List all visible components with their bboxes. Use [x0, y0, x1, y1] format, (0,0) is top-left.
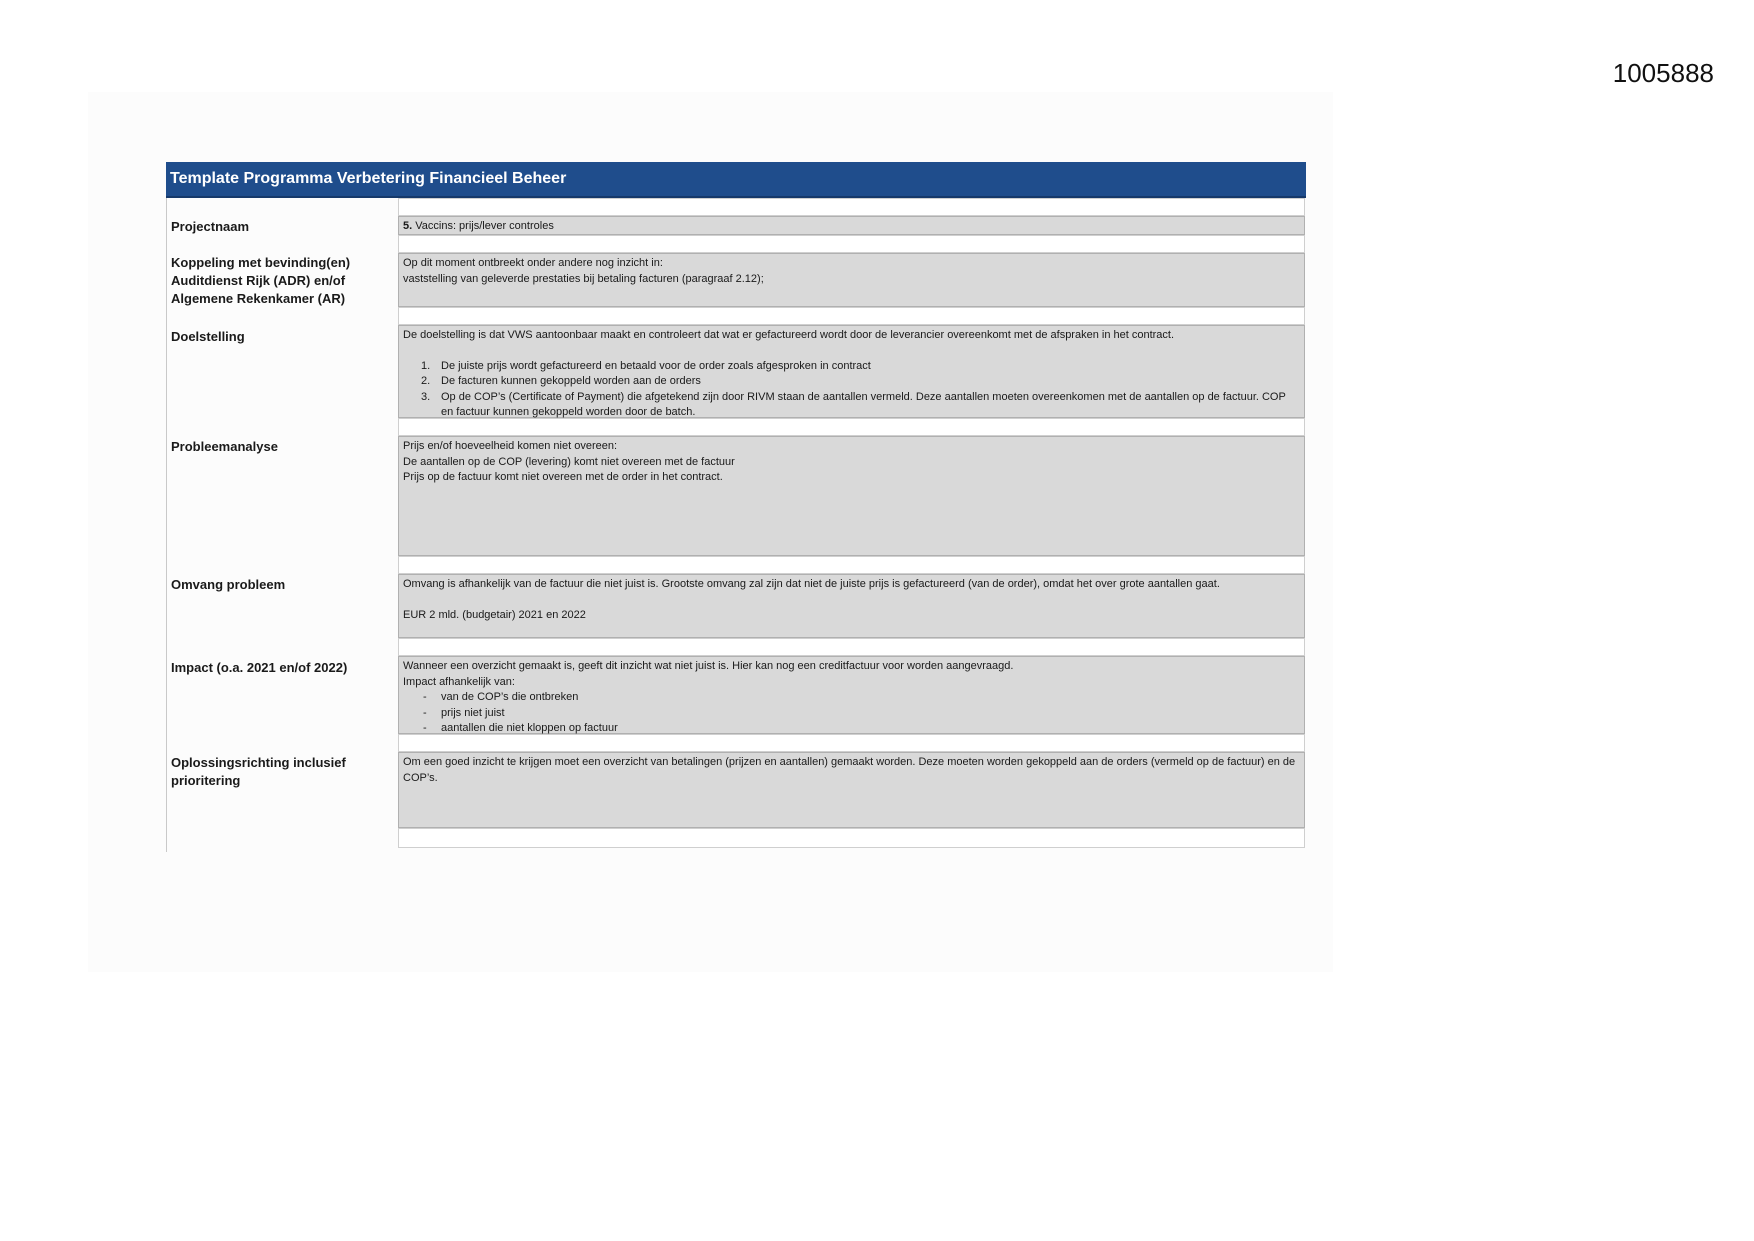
label-doelstelling: Doelstelling — [171, 329, 245, 344]
list-item — [403, 390, 1300, 421]
label-impact: Impact (o.a. 2021 en/of 2022) — [171, 660, 348, 675]
spacer-row — [398, 556, 1305, 574]
list-item — [403, 359, 1300, 375]
project-number: 5. — [403, 220, 413, 232]
probleem-line: Prijs en/of hoeveelheid komen niet overeen: — [403, 440, 618, 452]
value-oplossing[interactable] — [398, 752, 1305, 828]
list-text: aantallen die niet kloppen op factuur — [441, 722, 618, 734]
spacer-row — [398, 828, 1305, 848]
form-title: Template Programma Verbetering Financieel Beheer — [166, 162, 1306, 198]
probleem-line: Prijs op de factuur komt niet overeen met de order in het contract. — [403, 471, 723, 483]
spacer-row — [398, 198, 1305, 216]
list-item — [403, 374, 1300, 390]
label-projectnaam: Projectnaam — [171, 219, 250, 234]
oplossing-text: Om een goed inzicht te krijgen moet een overzicht van betalingen (prijzen en aantallen) gemaakt worden. Deze moeten worden gekoppeld aan de orders (vermeld op de factuur) en de COP’s. — [403, 756, 1299, 784]
spacer-row — [398, 734, 1305, 752]
koppeling-line-2: vaststelling van geleverde prestaties bij betaling facturen (paragraaf 2.12); — [403, 272, 764, 285]
spacer-row — [398, 638, 1305, 656]
list-text: De facturen kunnen gekoppeld worden aan de orders — [441, 375, 701, 387]
document-number: 1005888 — [1612, 58, 1714, 88]
list-item: - van de COP’s die ontbreken — [423, 691, 579, 703]
template-form — [166, 162, 1306, 852]
probleem-line: De aantallen op de COP (levering) komt niet overeen met de factuur — [403, 455, 735, 468]
value-impact[interactable] — [398, 656, 1305, 734]
list-item: - prijs niet juist — [423, 706, 505, 719]
list-number: 1. — [421, 359, 431, 372]
value-probleemanalyse[interactable] — [398, 436, 1305, 556]
list-text: van de COP’s die ontbreken — [441, 691, 579, 703]
value-projectnaam[interactable] — [398, 216, 1305, 235]
impact-line-2: Impact afhankelijk van: — [403, 675, 515, 688]
list-text: De juiste prijs wordt gefactureerd en betaald voor de order zoals afgesproken in contract — [441, 359, 871, 372]
list-number: 3. — [421, 390, 431, 403]
label-probleemanalyse: Probleemanalyse — [171, 439, 278, 454]
spacer-row — [398, 307, 1305, 325]
form-body — [166, 198, 1306, 852]
impact-list — [403, 690, 1300, 737]
list-text: Op de COP’s (Certificate of Payment) die afgetekend zijn door RIVM staan de aantallen vermeld. Deze aantallen moeten overeenkomen met de aantallen op de factuur. COP en factuur kunnen gekoppeld worden door de batch. — [441, 390, 1289, 418]
list-text: prijs niet juist — [441, 706, 505, 719]
value-koppeling[interactable] — [398, 253, 1305, 307]
koppeling-line-1: Op dit moment ontbreekt onder andere nog inzicht in: — [403, 257, 663, 269]
impact-line-1: Wanneer een overzicht gemaakt is, geeft dit inzicht wat niet juist is. Hier kan nog een creditfactuur voor worden aangevraagd. — [403, 660, 1014, 672]
label-omvang: Omvang probleem — [171, 577, 286, 592]
label-koppeling: Koppeling met bevinding(en) Auditdienst Rijk (ADR) en/of Algemene Rekenkamer (AR) — [171, 255, 351, 306]
spacer-row — [398, 235, 1305, 253]
list-item: - aantallen die niet kloppen op factuur — [423, 722, 618, 734]
list-number: 2. — [421, 375, 431, 387]
label-oplossing: Oplossingsrichting inclusief prioritering — [171, 755, 346, 788]
value-doelstelling[interactable] — [398, 325, 1305, 418]
doelstelling-intro: De doelstelling is dat VWS aantoonbaar maakt en controleert dat wat er gefactureerd wordt door de leverancier overeenkomt met de afspraken in het contract. — [403, 329, 1175, 341]
doelstelling-list — [403, 359, 1300, 421]
omvang-line-1: Omvang is afhankelijk van de factuur die niet juist is. Grootste omvang zal zijn dat niet de juiste prijs is gefactureerd (van de order), omdat het over grote aantallen gaat. — [403, 578, 1220, 590]
omvang-line-2: EUR 2 mld. (budgetair) 2021 en 2022 — [403, 608, 586, 621]
value-omvang[interactable] — [398, 574, 1305, 638]
project-name: Vaccins: prijs/lever controles — [412, 220, 554, 232]
spacer-row — [398, 418, 1305, 436]
